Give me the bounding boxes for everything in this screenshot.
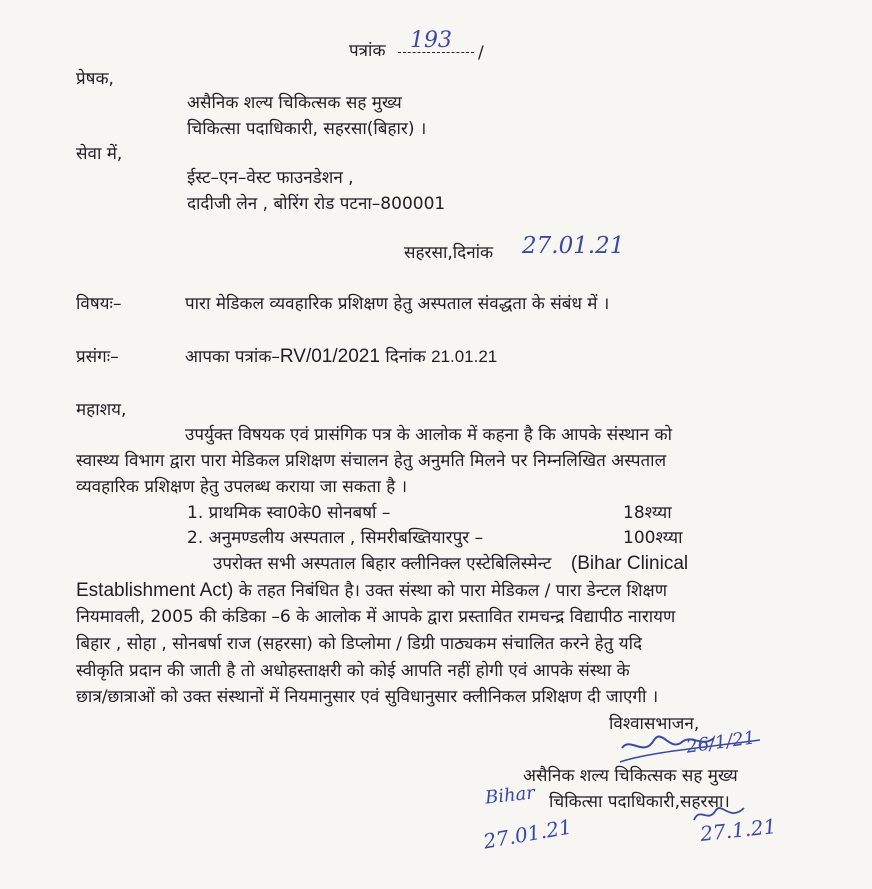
para2-line2 bbox=[76, 580, 667, 602]
reference-date-label: दिनांक bbox=[385, 347, 426, 367]
recipient-line1: ईस्ट–एन–वेस्ट फाउनडेशन , bbox=[187, 168, 354, 188]
hospital-1-beds: 18श्य्या bbox=[623, 503, 672, 523]
handwritten-right-date: 27.1.21 bbox=[698, 814, 778, 846]
sender-label: प्रेषक, bbox=[76, 69, 114, 89]
para2-line6: छात्र/छात्राओं को उक्त संस्थानों में नियमानुसार एवं सुविधानुसार क्लीनिकल प्रशिक्षण दी जाएगी । bbox=[76, 687, 659, 707]
place-date-handwritten: 27.01.21 bbox=[522, 233, 625, 259]
signature-line2: चिकित्सा पदाधिकारी,सहरसा। bbox=[549, 792, 730, 812]
sender-line2: चिकित्सा पदाधिकारी, सहरसा(बिहार) । bbox=[187, 119, 427, 139]
hospital-2-num: 2. bbox=[187, 528, 204, 548]
place-date-label: सहरसा,दिनांक bbox=[404, 243, 494, 263]
para1-line2: स्वास्थ्य विभाग द्वारा पारा मेडिकल प्रशिक्षण संचालन हेतु अनुमति मिलने पर निम्नलिखित अस्पताल bbox=[76, 451, 667, 471]
para1-line1: उपर्युक्त विषयक एवं प्रासंगिक पत्र के आलोक में कहना है कि आपके संस्थान को bbox=[185, 425, 672, 445]
reference-number: RV/01/2021 bbox=[279, 346, 380, 367]
letter-number-handwritten: 193 bbox=[410, 28, 452, 53]
subject-text: पारा मेडिकल व्यवहारिक प्रशिक्षण हेतु अस्पताल संवद्धता के संबंध में । bbox=[185, 294, 610, 314]
handwritten-left-date: 27.01.21 bbox=[481, 814, 574, 854]
reference-line bbox=[185, 346, 497, 368]
para2-line3: नियमावली, 2005 की कंडिका –6 के आलोक में आपके द्वारा प्रस्तावित रामचन्द्र विद्यापीठ नारायण bbox=[76, 607, 676, 627]
signature-date-top: 26/1/21 bbox=[684, 727, 757, 758]
sender-line1: असैनिक शल्य चिकित्सक सह मुख्य bbox=[187, 93, 402, 113]
reference-date: 21.01.21 bbox=[431, 347, 498, 366]
hospital-item-1 bbox=[187, 502, 390, 524]
hospital-2-name: अनुमण्डलीय अस्पताल , सिमरीबख्तियारपुर – bbox=[208, 528, 484, 548]
hospital-2-beds: 100श्य्या bbox=[623, 528, 683, 548]
para1-line3: व्यवहारिक प्रशिक्षण हेतु उपलब्ध कराया जा सकता है । bbox=[76, 477, 408, 497]
hospital-1-num: 1. bbox=[187, 503, 204, 523]
recipient-line2: दादीजी लेन , बोरिंग रोड पटना–800001 bbox=[187, 194, 446, 214]
para2-line1-hindi: उपरोक्त सभी अस्पताल बिहार क्लीनिक्ल एस्टेबिलिस्मेन्ट bbox=[213, 554, 552, 574]
reference-label: प्रसंगः– bbox=[76, 347, 119, 367]
recipient-label: सेवा में, bbox=[76, 144, 123, 164]
hospital-item-2 bbox=[187, 527, 483, 549]
salutation: महाशय, bbox=[76, 400, 127, 420]
hospital-1-name: प्राथमिक स्वा0के0 सोनबर्षा – bbox=[208, 503, 391, 523]
letter-number bbox=[349, 40, 386, 62]
closing: विश्वासभाजन, bbox=[609, 714, 700, 734]
letter-number-label: पत्रांक bbox=[349, 41, 386, 61]
para2-line5: स्वीकृति प्रदान की जाती है तो अधोहस्ताक्षरी को कोई आपति नहीं होगी एवं आपके संस्था के bbox=[76, 661, 630, 681]
subject-label: विषयः– bbox=[76, 294, 122, 314]
para2-line2-english: Establishment Act) bbox=[76, 580, 234, 601]
handwritten-left-name: Bihar bbox=[484, 782, 536, 809]
para2-line1-english: (Bihar Clinical bbox=[570, 553, 689, 574]
para2-line1 bbox=[213, 553, 688, 575]
para2-line2-hindi: के तहत निबंधित है। उक्त संस्था को पारा मेडिकल / पारा डेन्टल शिक्षण bbox=[238, 581, 668, 601]
signature-line1: असैनिक शल्य चिकित्सक सह मुख्य bbox=[523, 766, 738, 786]
letter-number-suffix: / bbox=[478, 43, 484, 63]
reference-prefix: आपका पत्रांक– bbox=[185, 347, 280, 367]
para2-line4: बिहार , सोहा , सोनबर्षा राज (सहरसा) को डिप्लोमा / डिग्री पाठ्यकम संचालित करने हेतु यदि bbox=[76, 634, 642, 654]
